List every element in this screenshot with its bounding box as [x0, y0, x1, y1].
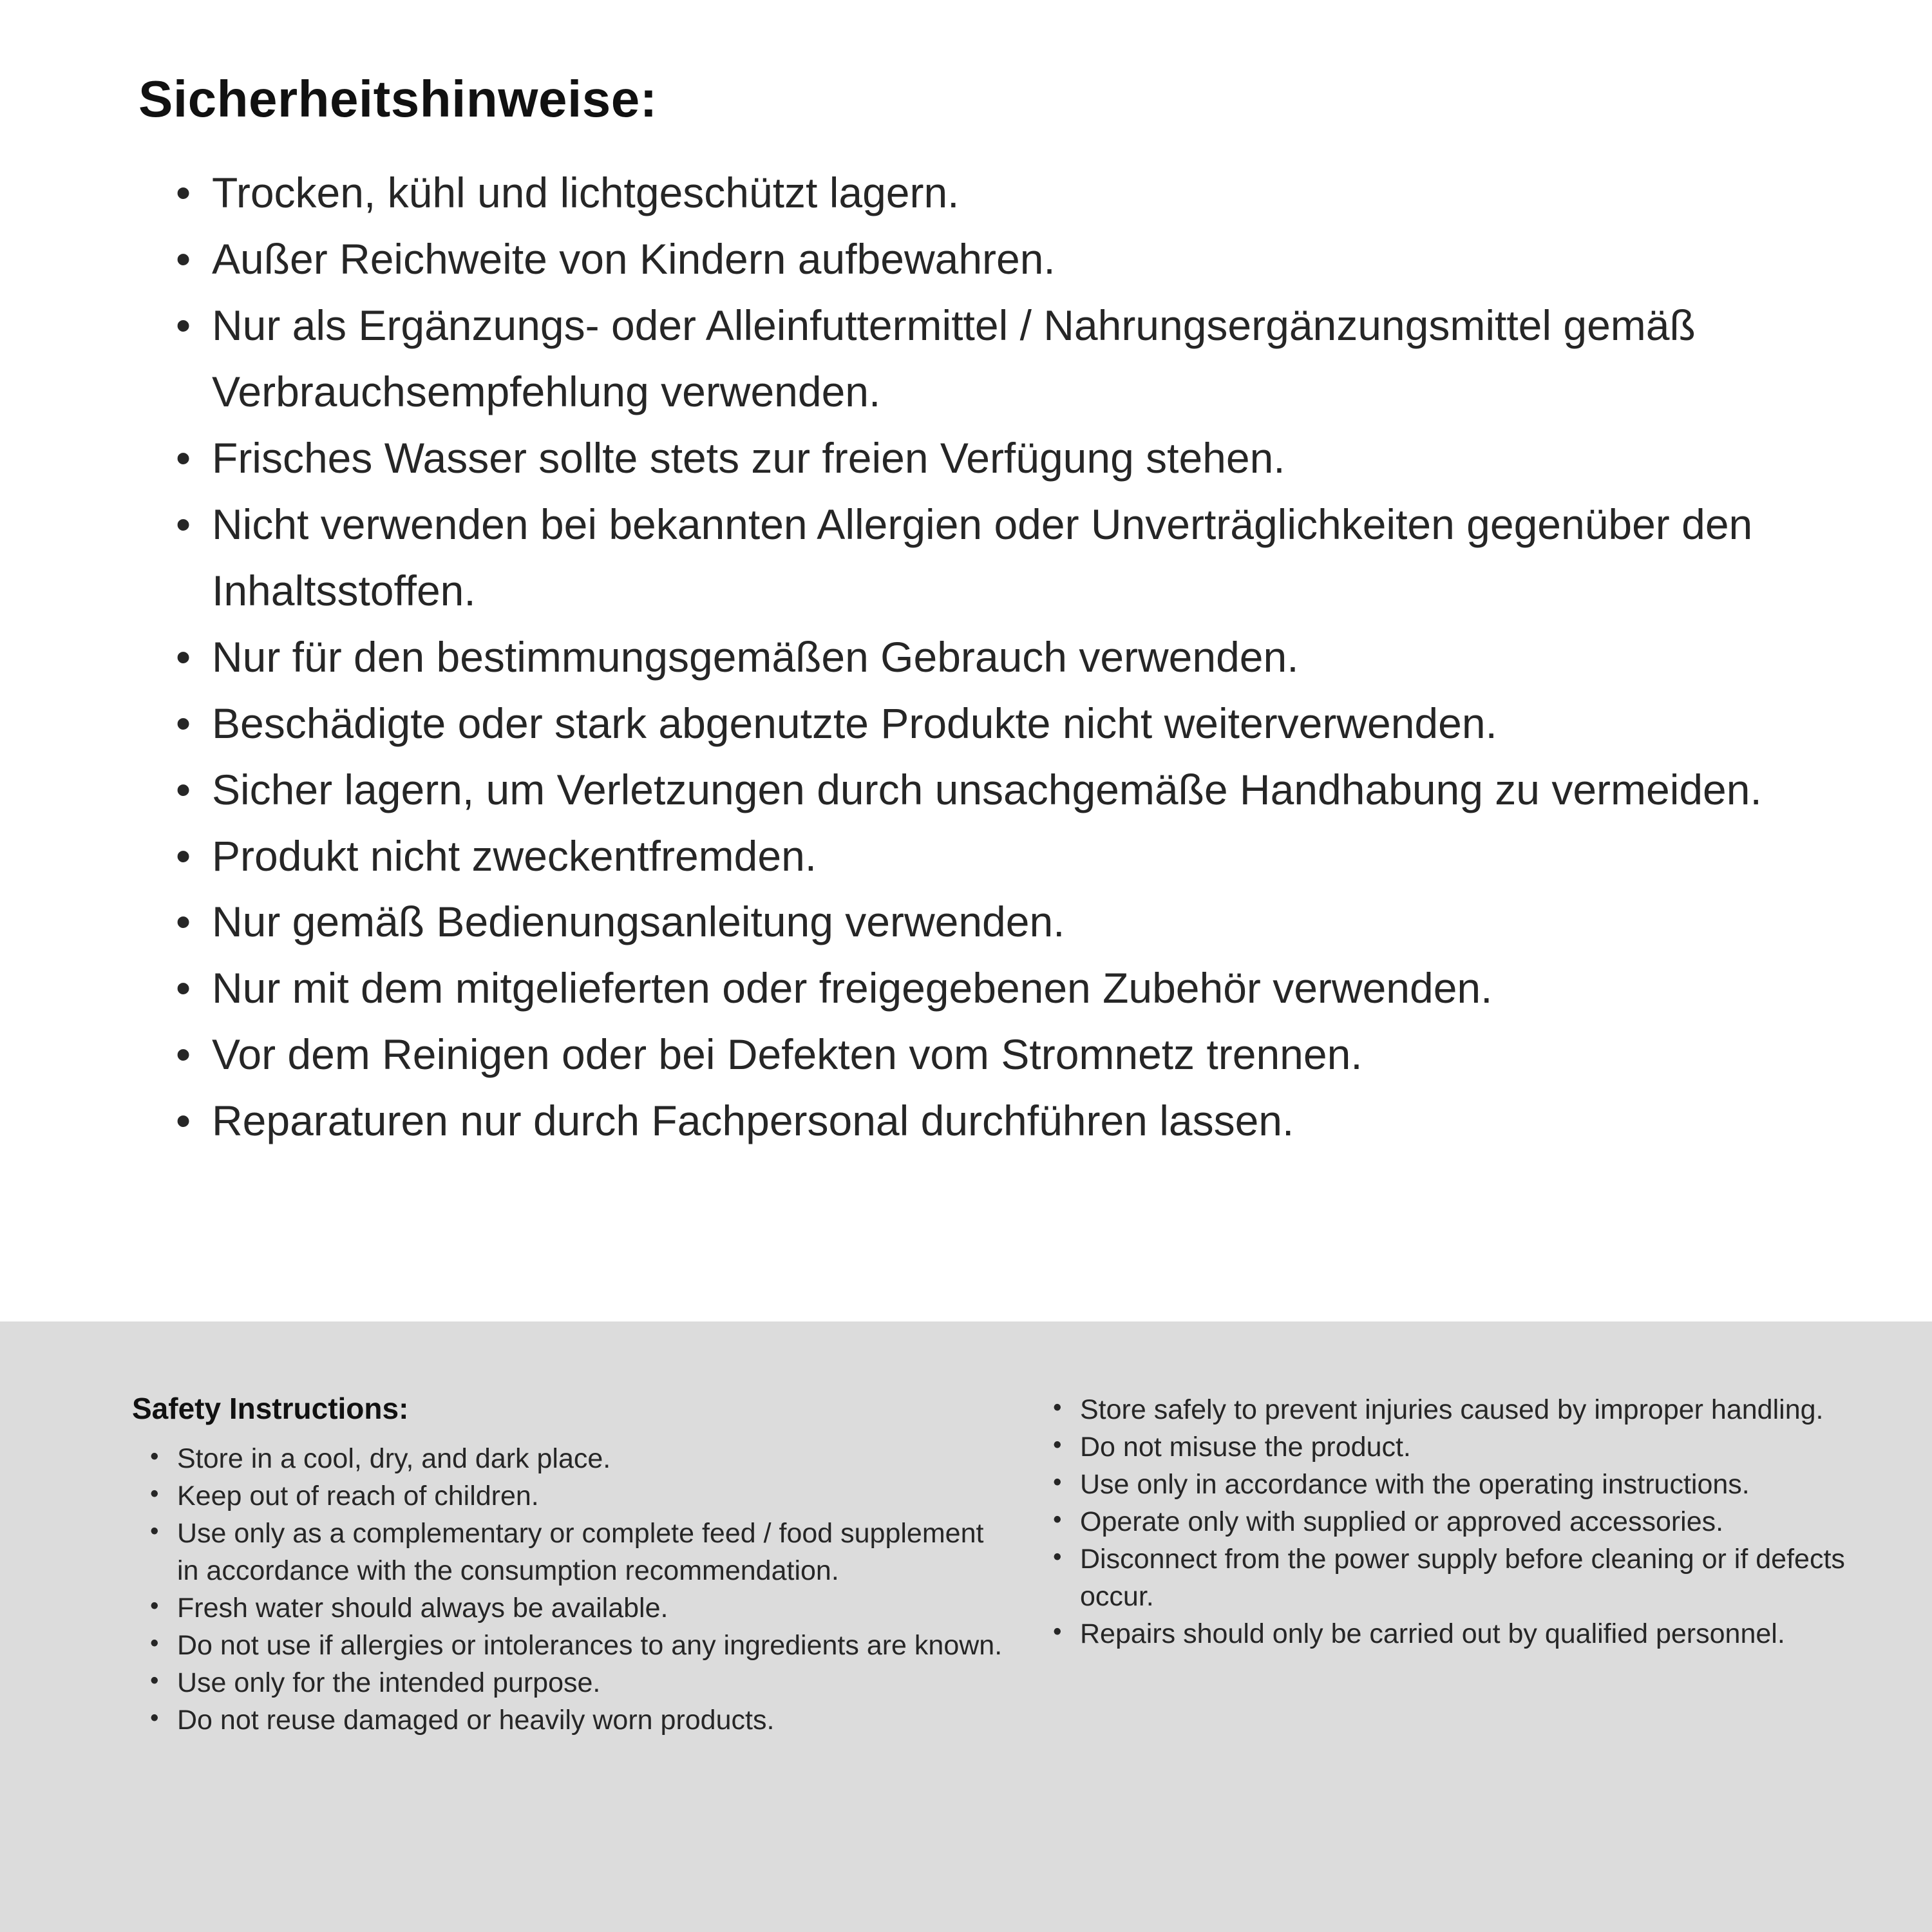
german-safety-item: • Nur für den bestimmungsgemäßen Gebrauch verwenden. [176, 624, 1829, 690]
english-safety-item: • Use only in accordance with the operating instructions. [1053, 1466, 1871, 1503]
german-title: Sicherheitshinweise: [138, 70, 658, 128]
german-safety-item: • Produkt nicht zweckentfremden. [176, 823, 1829, 889]
german-safety-list [176, 160, 1829, 1154]
english-safety-item: • Fresh water should always be available. [150, 1589, 1008, 1627]
german-safety-item: • Nur gemäß Bedienungsanleitung verwenden. [176, 889, 1829, 955]
english-safety-item: • Do not reuse damaged or heavily worn products. [150, 1701, 1008, 1739]
english-safety-item: • Store safely to prevent injuries caused by improper handling. [1053, 1391, 1871, 1428]
english-safety-item: • Use only as a complementary or complete feed / food supplement in accordance with the consumption recommendation. [150, 1515, 1008, 1589]
german-safety-item: • Vor dem Reinigen oder bei Defekten vom Stromnetz trennen. [176, 1021, 1829, 1088]
german-safety-item: • Reparaturen nur durch Fachpersonal durchführen lassen. [176, 1088, 1829, 1154]
english-safety-item: • Keep out of reach of children. [150, 1477, 1008, 1515]
german-safety-item: • Beschädigte oder stark abgenutzte Produkte nicht weiterverwenden. [176, 690, 1829, 757]
english-safety-item: • Do not use if allergies or intolerances to any ingredients are known. [150, 1627, 1008, 1664]
english-section [0, 1321, 1932, 1932]
german-safety-item: • Trocken, kühl und lichtgeschützt lagern. [176, 160, 1829, 226]
english-safety-list-right [1053, 1391, 1871, 1653]
english-left-column [132, 1391, 1008, 1932]
german-safety-item: • Nur als Ergänzungs- oder Alleinfuttermittel / Nahrungsergänzungsmittel gemäß Verbrauchsempfehlung verwenden. [176, 292, 1829, 425]
english-right-column [1053, 1391, 1871, 1932]
english-safety-item: • Use only for the intended purpose. [150, 1664, 1008, 1701]
german-safety-item: • Außer Reichweite von Kindern aufbewahren. [176, 226, 1829, 292]
english-title: Safety Instructions: [132, 1392, 409, 1425]
german-safety-item: • Sicher lagern, um Verletzungen durch unsachgemäße Handhabung zu vermeiden. [176, 757, 1829, 823]
english-safety-item: • Store in a cool, dry, and dark place. [150, 1440, 1008, 1477]
english-safety-item: • Disconnect from the power supply before cleaning or if defects occur. [1053, 1540, 1871, 1615]
english-safety-item: • Repairs should only be carried out by qualified personnel. [1053, 1615, 1871, 1653]
english-safety-item: • Operate only with supplied or approved accessories. [1053, 1503, 1871, 1540]
german-safety-item: • Nicht verwenden bei bekannten Allergien oder Unverträglichkeiten gegenüber den Inhaltsstoffen. [176, 491, 1829, 624]
english-safety-item: • Do not misuse the product. [1053, 1428, 1871, 1466]
german-safety-item: • Nur mit dem mitgelieferten oder freigegebenen Zubehör verwenden. [176, 955, 1829, 1021]
german-safety-item: • Frisches Wasser sollte stets zur freien Verfügung stehen. [176, 425, 1829, 491]
english-safety-list-left [150, 1440, 1008, 1739]
